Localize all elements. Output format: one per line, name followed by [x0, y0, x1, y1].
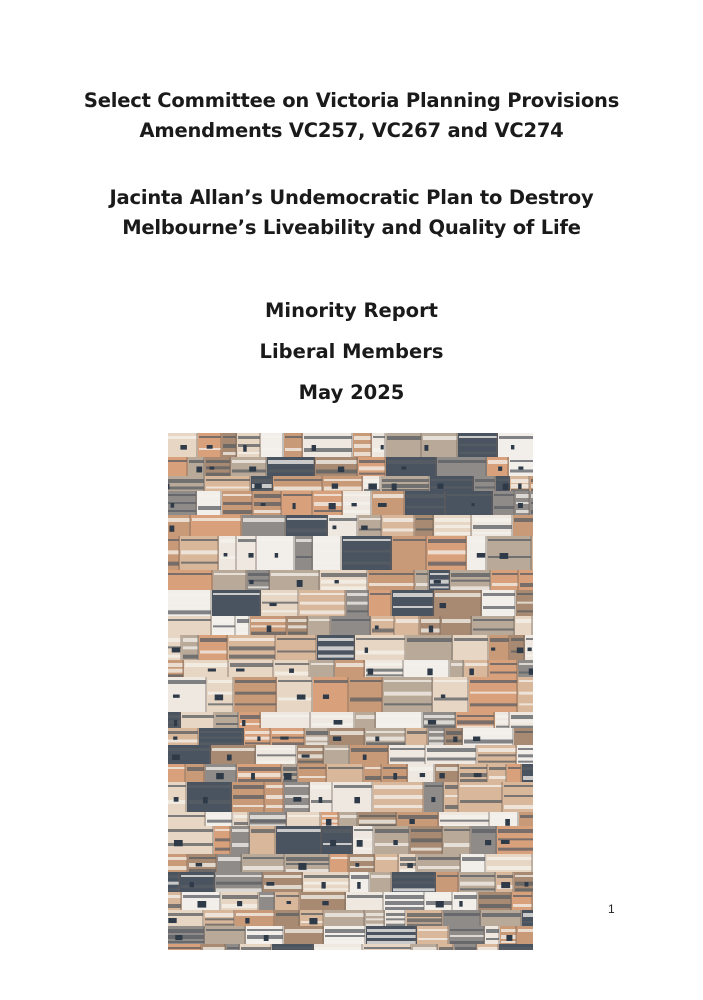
report-authors: Liberal Members — [259, 340, 444, 363]
report-type: Minority Report — [264, 299, 439, 322]
committee-title-line-1: Select Committee on Victoria Planning Provisions — [83, 89, 620, 112]
city-photo-illustration — [168, 433, 533, 950]
report-subtitle — [0, 183, 703, 243]
committee-title-line-2: Amendments VC257, VC267 and VC274 — [139, 119, 564, 142]
cover-photo-dense-city-buildings — [168, 433, 533, 950]
report-subtitle-line-1: Jacinta Allan’s Undemocratic Plan to Destroy — [109, 186, 594, 209]
report-subtitle-line-2: Melbourne’s Liveability and Quality of Life — [122, 216, 581, 239]
page-number: 1 — [608, 902, 615, 916]
report-date: May 2025 — [298, 381, 405, 404]
committee-title — [0, 86, 703, 146]
